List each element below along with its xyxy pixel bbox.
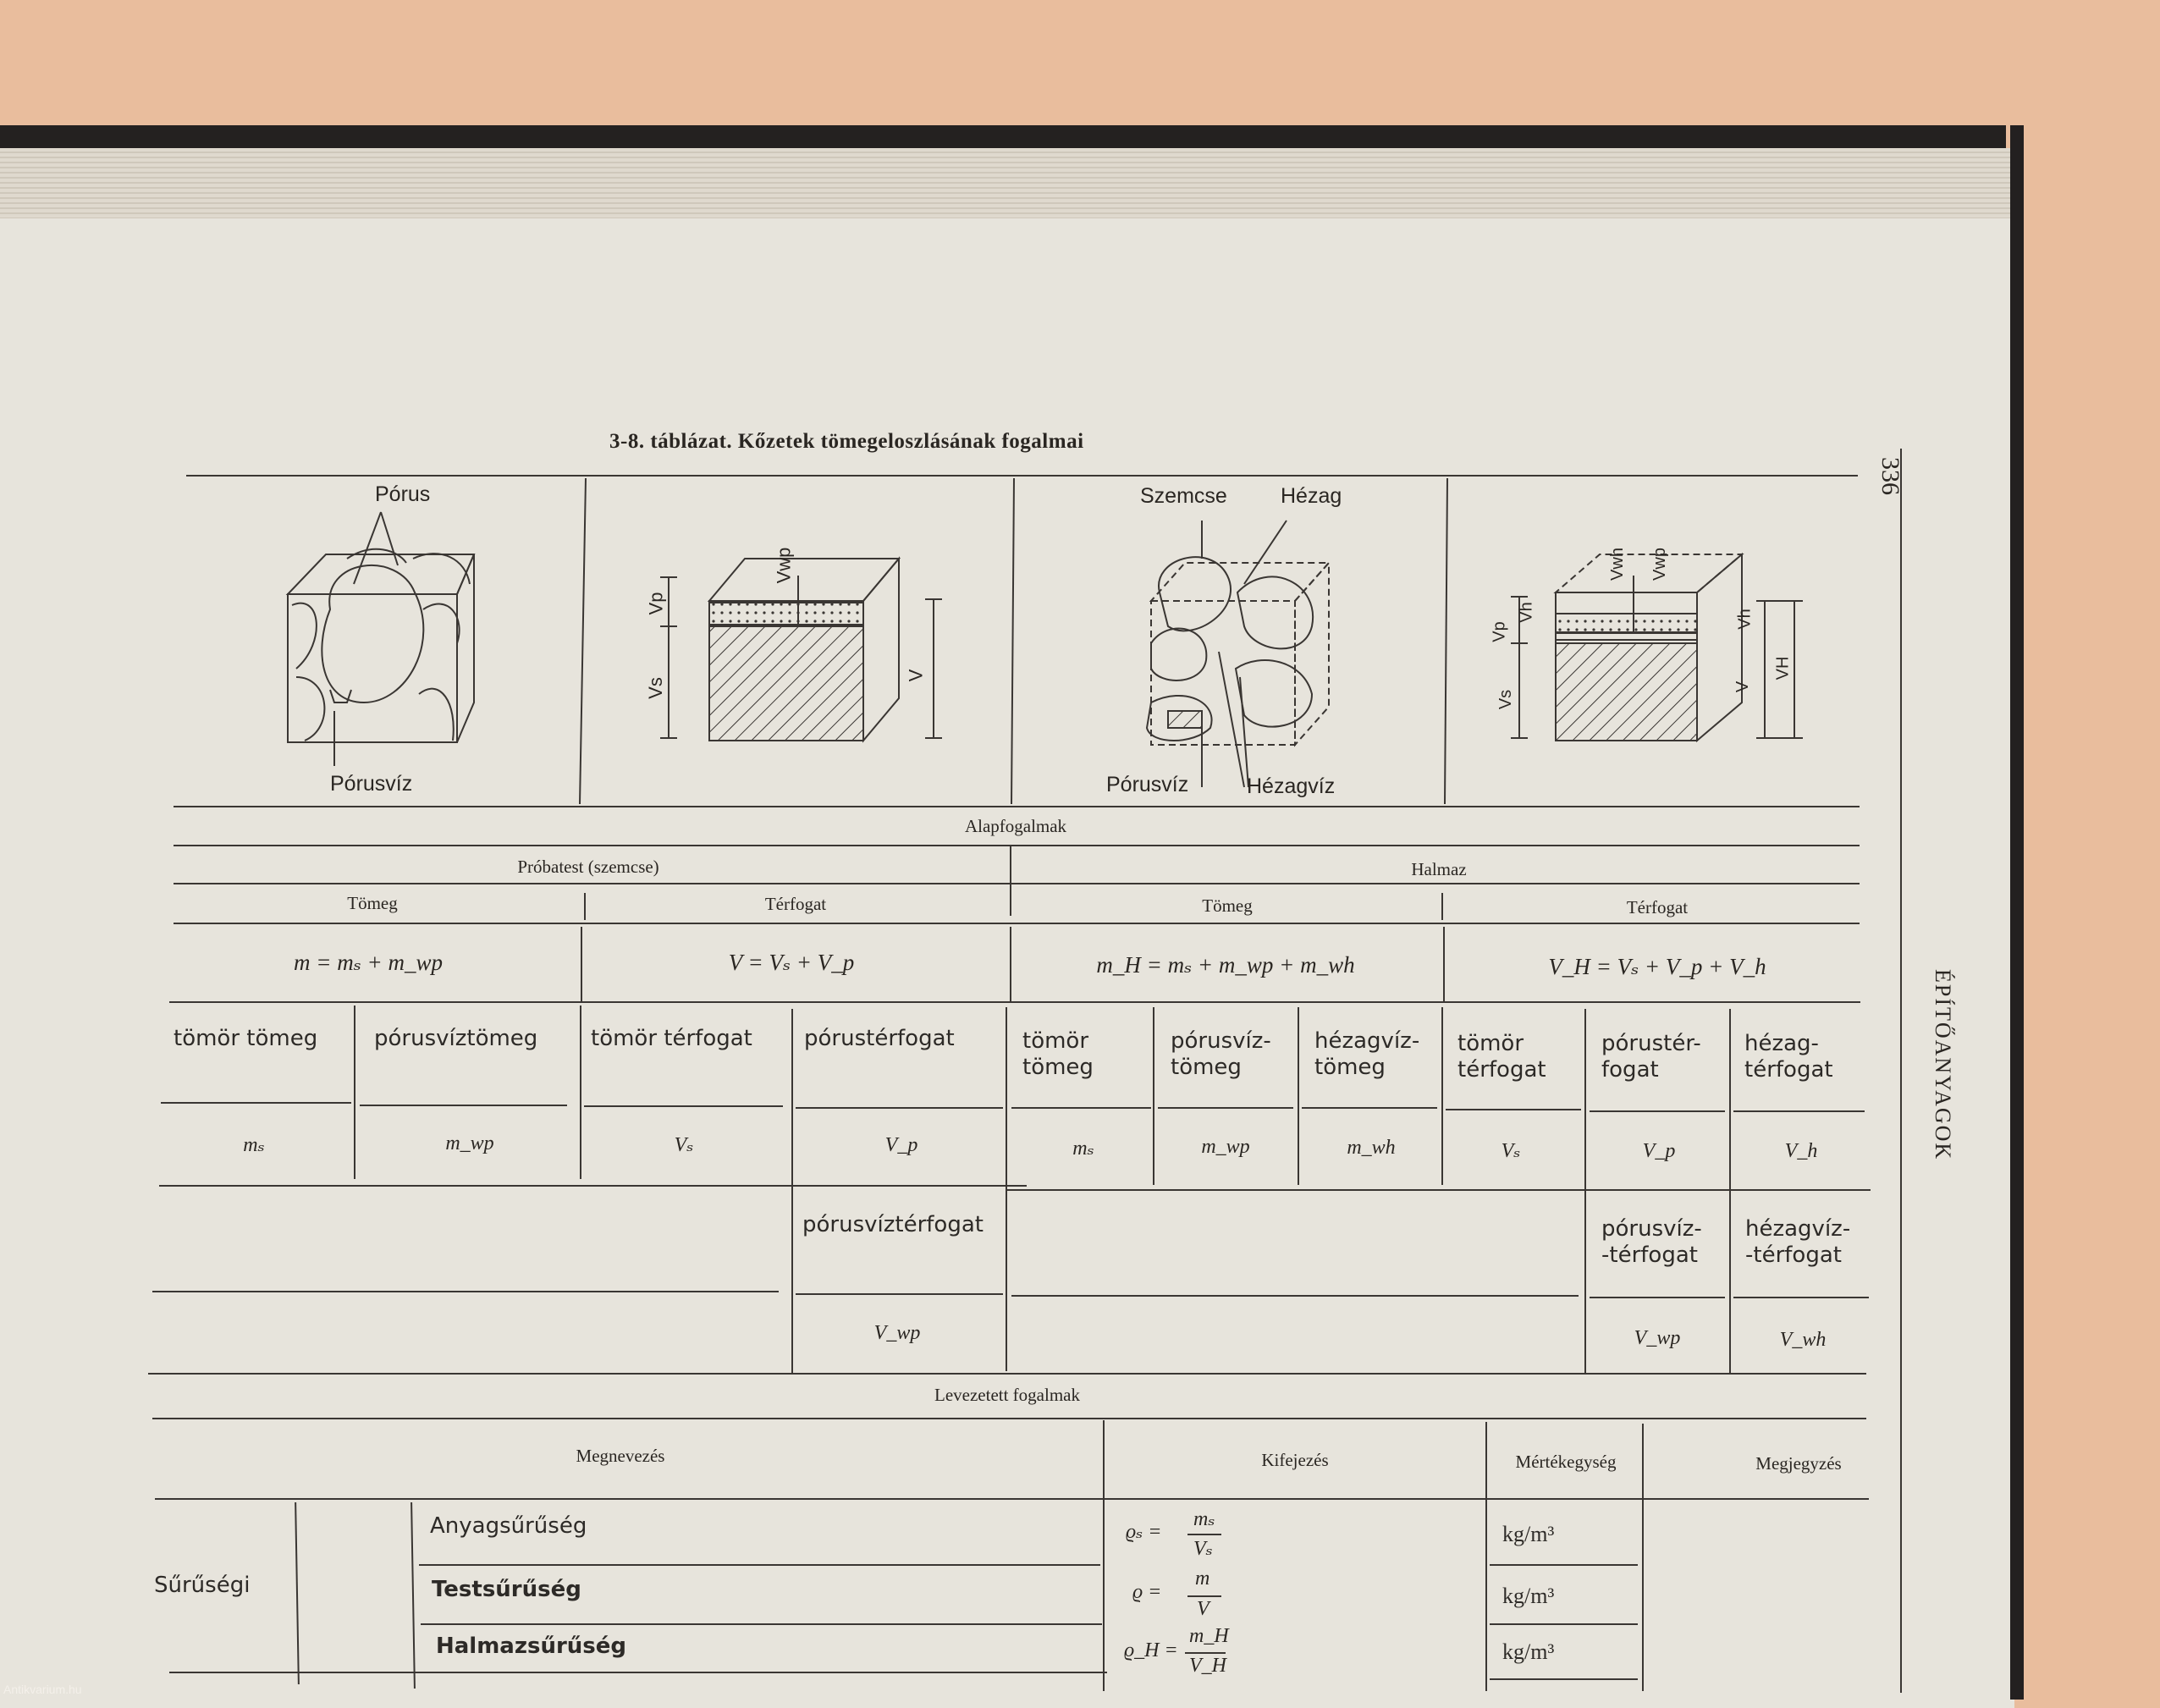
table-title: 3-8. táblázat. Kőzetek tömegeloszlásának fogalmai [609, 430, 1084, 453]
rule [1490, 1623, 1638, 1625]
formula-mass-aggregate: m_H = mₛ + m_wp + m_wh [1096, 952, 1355, 978]
term-symbol: V_wp [1634, 1327, 1681, 1349]
label-vp-4: Vp [1490, 621, 1509, 642]
rule [169, 1001, 1860, 1003]
fraction-bar [1187, 1534, 1221, 1535]
term-label: tömör térfogat [591, 1026, 752, 1051]
rule [148, 1373, 1866, 1375]
term-symbol: V_wp [873, 1322, 921, 1344]
rule [1441, 1007, 1443, 1185]
rule [174, 883, 1860, 884]
rule [796, 1107, 1003, 1109]
heading-tomeg-1: Tömeg [347, 893, 398, 913]
heading-halmaz: Halmaz [1411, 859, 1467, 879]
expr-numerator: m [1195, 1568, 1210, 1590]
rule [1490, 1678, 1638, 1680]
term-symbol: Vₛ [674, 1134, 694, 1156]
rule [152, 1418, 1866, 1419]
rule [580, 1006, 581, 1179]
rule [174, 806, 1860, 807]
fraction-bar [1187, 1595, 1221, 1597]
expr-denominator: Vₛ [1193, 1538, 1213, 1560]
derived-name: Anyagsűrűség [430, 1513, 587, 1539]
rule [174, 923, 1860, 924]
rule [1010, 846, 1011, 916]
label-v: V [905, 669, 927, 682]
term-symbol: mₛ [1072, 1138, 1094, 1160]
aggregate-diagram [1147, 521, 1329, 787]
label-vp: Vp [645, 592, 667, 615]
label-szemcse: Szemcse [1140, 484, 1227, 508]
label-vs-4: Vs [1496, 689, 1516, 710]
column-megnevezes: Megnevezés [576, 1446, 665, 1466]
label-hezag: Hézag [1281, 484, 1342, 508]
label-vwp: Vwp [773, 547, 795, 584]
heading-alapfogalmak: Alapfogalmak [964, 816, 1067, 836]
rule [1302, 1107, 1437, 1109]
formula-volume-specimen: V = Vₛ + V_p [728, 950, 855, 975]
derived-name: Halmazsűrűség [436, 1634, 627, 1659]
heading-levezetett: Levezetett fogalmak [934, 1385, 1080, 1405]
term-label: hézagvíz- tömeg [1314, 1028, 1420, 1080]
group-surusegi: Sűrűségi [154, 1573, 251, 1598]
rule [1584, 1009, 1586, 1373]
expr-lhs: ϱ_H = [1124, 1639, 1178, 1661]
rule [1007, 1189, 1871, 1191]
term-symbol: Vₛ [1501, 1140, 1521, 1162]
term-label: tömör tömeg [1022, 1028, 1094, 1080]
running-head: ÉPÍTŐANYAGOK [1931, 969, 1955, 1161]
expr-denominator: V [1197, 1598, 1209, 1620]
term-label: pórustérfogat [804, 1026, 955, 1051]
specimen-volume-diagram [660, 559, 942, 741]
unit: kg/m³ [1502, 1584, 1555, 1608]
rule [360, 1105, 567, 1106]
expr-lhs: ϱₛ = [1126, 1521, 1162, 1543]
rule [174, 845, 1860, 846]
rule [1443, 927, 1445, 1003]
term-symbol: V_p [1642, 1140, 1676, 1162]
watermark: Antikvarium.hu [3, 1683, 82, 1696]
rule [155, 1498, 1869, 1500]
rule [1446, 1109, 1581, 1110]
rule [1490, 1564, 1638, 1566]
label-vh2-4: Vh [1735, 609, 1755, 630]
label-vh-4: Vh [1517, 602, 1536, 623]
rule [1153, 1007, 1154, 1185]
rule [1103, 1420, 1105, 1691]
term-symbol: mₛ [243, 1134, 265, 1156]
rule [791, 1009, 793, 1373]
rule [1590, 1110, 1725, 1112]
column-megjegyzes: Megjegyzés [1755, 1453, 1842, 1474]
rule [421, 1623, 1102, 1625]
term-label: hézag- térfogat [1744, 1031, 1833, 1083]
term-symbol: V_p [884, 1134, 918, 1156]
label-vH-4: VH [1773, 656, 1793, 680]
heading-terfogat-2: Térfogat [1626, 897, 1689, 917]
rule [584, 1105, 783, 1107]
term-label: pórusvíz- tömeg [1171, 1028, 1271, 1080]
pore-cube-diagram [288, 512, 474, 766]
formula-volume-aggregate: V_H = Vₛ + V_p + V_h [1548, 954, 1766, 979]
page-number: 336 [1876, 457, 1904, 495]
term-label: tömör térfogat [1457, 1031, 1546, 1083]
label-hezagviz: Hézagvíz [1247, 774, 1336, 798]
rule [354, 1006, 355, 1179]
expr-lhs: ϱ = [1132, 1581, 1162, 1603]
rule [161, 1102, 351, 1104]
column-kifejezes: Kifejezés [1261, 1450, 1329, 1470]
rule [1590, 1297, 1725, 1298]
label-v-4: V [1733, 680, 1753, 693]
fraction-bar [1185, 1652, 1226, 1654]
rule [1642, 1424, 1644, 1691]
rule [1733, 1297, 1869, 1298]
rule [1158, 1107, 1293, 1109]
rule [584, 893, 586, 920]
heading-probatest: Próbatest (szemcse) [517, 857, 659, 877]
expr-numerator: mₛ [1193, 1508, 1215, 1530]
rule [1011, 1295, 1579, 1297]
aggregate-volume-diagram [1511, 554, 1803, 741]
term-label: hézagvíz- -térfogat [1745, 1216, 1851, 1268]
term-label: pórusvíztömeg [374, 1026, 538, 1051]
label-porusviz: Pórusvíz [330, 772, 413, 796]
label-vwh: Vwh [1607, 548, 1627, 581]
rule [152, 1291, 779, 1292]
rule [1441, 893, 1443, 920]
rule [1010, 927, 1011, 1003]
term-symbol: V_h [1784, 1140, 1818, 1162]
term-symbol: m_wh [1347, 1137, 1396, 1159]
rule [1485, 1422, 1487, 1691]
column-mertekegyseg: Mértékegység [1515, 1452, 1617, 1472]
derived-name: Testsűrűség [432, 1577, 581, 1602]
term-symbol: m_wp [1201, 1136, 1250, 1158]
term-label: pórusvíz- -térfogat [1601, 1216, 1702, 1268]
label-porus: Pórus [375, 482, 431, 506]
rule [581, 927, 582, 1003]
label-vs: Vs [644, 677, 666, 699]
rule [1733, 1110, 1865, 1112]
unit: kg/m³ [1502, 1639, 1555, 1664]
rule [169, 1672, 1107, 1673]
expr-denominator: V_H [1189, 1655, 1226, 1677]
rule [159, 1185, 1027, 1187]
term-symbol: m_wp [445, 1132, 494, 1154]
label-porusviz-3: Pórusvíz [1106, 773, 1189, 796]
term-label: tömör tömeg [174, 1026, 318, 1051]
rule [1298, 1007, 1299, 1185]
rule [796, 1293, 1003, 1295]
term-label: pórusvíztérfogat [802, 1212, 984, 1237]
rule [1011, 1107, 1151, 1109]
unit: kg/m³ [1502, 1522, 1555, 1546]
heading-tomeg-2: Tömeg [1202, 895, 1253, 916]
heading-terfogat-1: Térfogat [764, 894, 827, 914]
term-label: pórustér- fogat [1601, 1031, 1701, 1083]
term-symbol: V_wh [1779, 1329, 1827, 1351]
formula-mass-specimen: m = mₛ + m_wp [293, 950, 444, 975]
label-vwp-4: Vwp [1650, 548, 1669, 581]
rule [419, 1564, 1100, 1566]
rule [1729, 1009, 1731, 1373]
expr-numerator: m_H [1189, 1625, 1229, 1647]
